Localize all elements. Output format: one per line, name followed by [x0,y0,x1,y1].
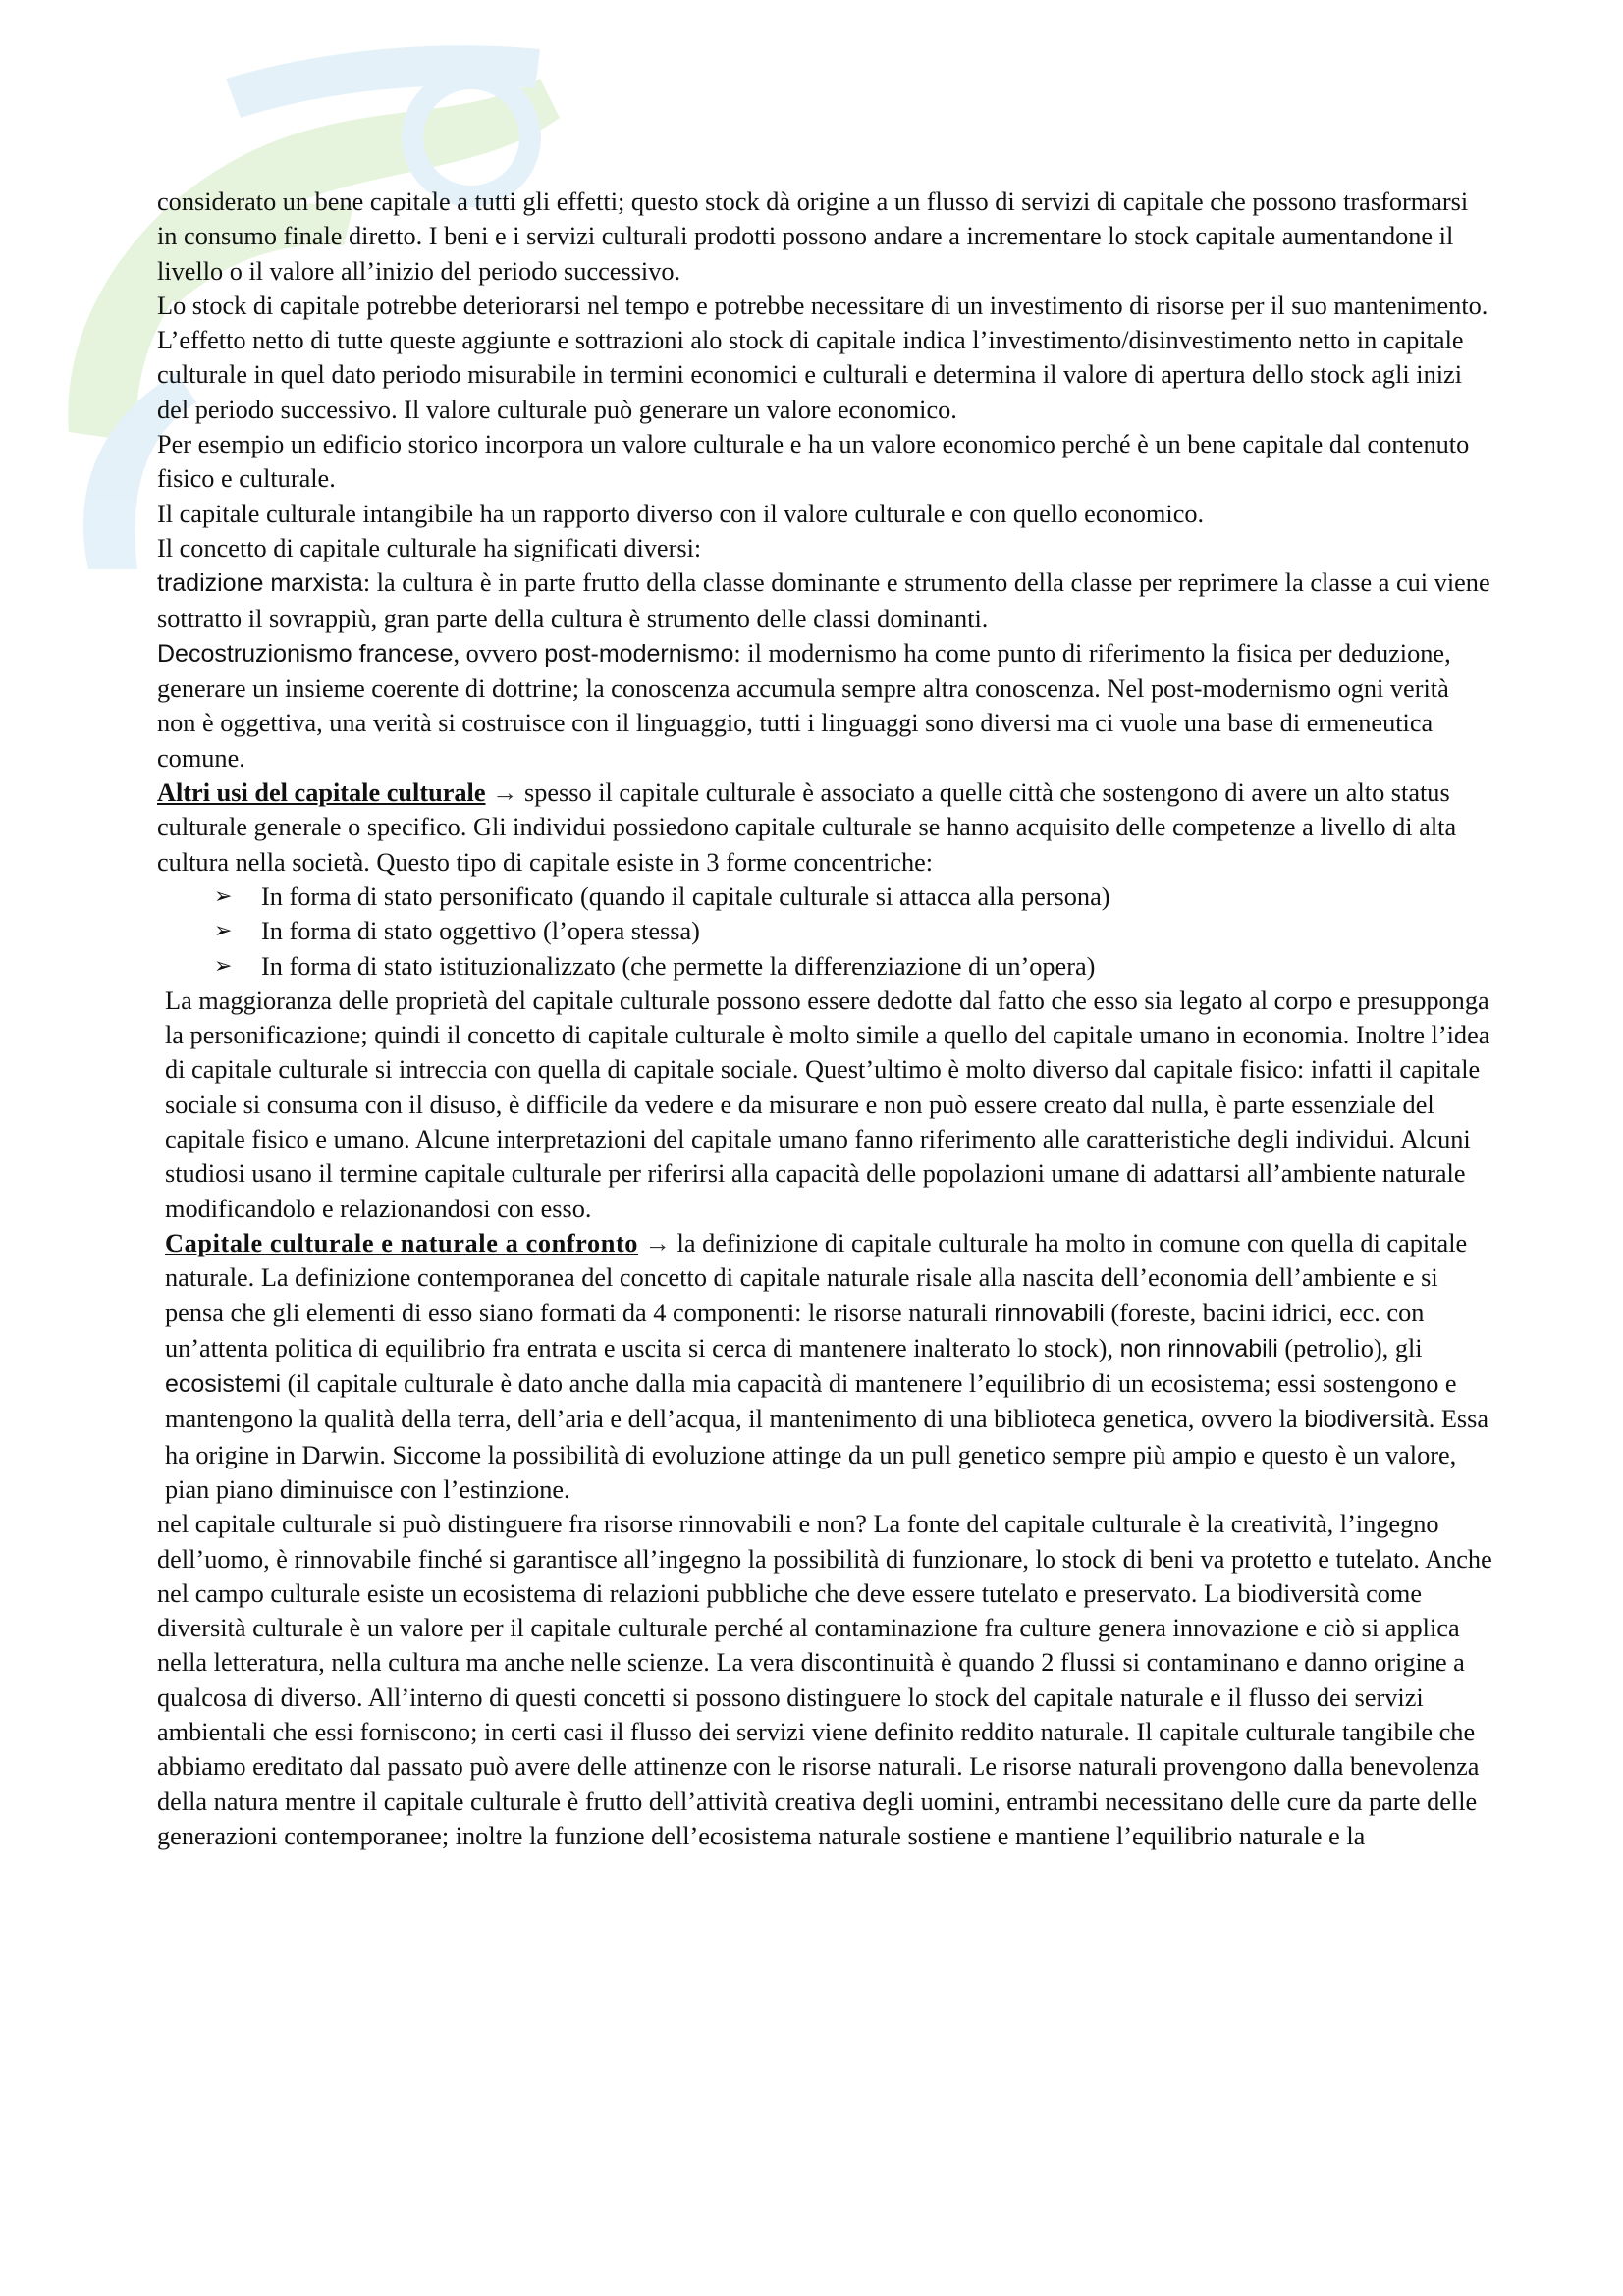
term: biodiversità [1304,1406,1429,1434]
list-item: ➢ In forma di stato oggettivo (l’opera stessa) [214,914,1492,948]
paragraph: Capitale culturale e naturale a confronto → la definizione di capitale culturale ha molto in comune con quella di capitale naturale. La definizione contemporanea del concetto di capitale naturale risale alla nascita dell’economia dell’ambiente e si pensa che gli elementi di esso siano formati da 4 componenti: le risorse naturali rinnovabili (foreste, bacini idrici, ecc. con un’attenta politica di equilibrio fra entrata e uscita si cerca di mantenere inalterato lo stock), non rinnovabili (petrolio), gli ecosistemi (il capitale culturale è dato anche dalla mia capacità di mantenere l’equilibrio di un ecosistema; essi sostengono e mantengono la qualità della terra, dell’aria e dell’acqua, il mantenimento di una biblioteca genetica, ovvero la biodiversità. Essa ha origine in Darwin. Siccome la possibilità di evoluzione attinge da un pull genetico sempre più ampio e questo è un valore, pian piano diminuisce con l’estinzione. [165,1228,1489,1504]
paragraph: La maggioranza delle proprietà del capitale culturale possono essere dedotte dal fatto che esso sia legato al corpo e presupponga la personificazione; quindi il concetto di capitale culturale è molto simile a quello del capitale umano in economia. Inoltre l’idea di capitale culturale si intreccia con quella di capitale sociale. Quest’ultimo è molto diverso dal capitale fisico: infatti il capitale sociale si consuma con il disuso, è difficile da vedere e da misurare e non può essere creato dal nulla, è parte essenziale del capitale fisico e umano. Alcune interpretazioni del capitale umano fanno riferimento alle caratteristiche degli individui. Alcuni studiosi usano il termine capitale culturale per riferirsi alla capacità delle popolazioni umane di adattarsi all’ambiente naturale modificandolo e relazionandosi con esso. [165,986,1490,1223]
indented-block [157,984,1492,1507]
term: post-modernismo [544,639,734,667]
term: rinnovabili [994,1299,1105,1327]
paragraph: Altri usi del capitale culturale → spesso il capitale culturale è associato a quelle città che sostengono di avere un alto status culturale generale o specifico. Gli individui possiedono capitale culturale se hanno acquisito delle competenze a livello di alta cultura nella società. Questo tipo di capitale esiste in 3 forme concentriche: [157,778,1457,877]
paragraph: Lo stock di capitale potrebbe deteriorarsi nel tempo e potrebbe necessitare di un investimento di risorse per il suo mantenimento. L’effetto netto di tutte queste aggiunte e sottrazioni alo stock di capitale indica l’investimento/disinvestimento netto in capitale culturale in quel dato periodo misurabile in termini economici e culturali e determina il valore di apertura dello stock agli inizi del periodo successivo. Il valore culturale può generare un valore economico. [157,291,1488,424]
term: non rinnovabili [1119,1334,1278,1362]
paragraph: Il capitale culturale intangibile ha un rapporto diverso con il valore culturale e con quello economico. [157,499,1205,528]
document-body [157,185,1492,1853]
paragraph: tradizione marxista: la cultura è in parte frutto della classe dominante e strumento della classe per reprimere la classe a cui viene sottratto il sovrappiù, gran parte della cultura è strumento delle classi dominanti. [157,568,1490,633]
section-heading: Capitale culturale e naturale a confronto [165,1228,639,1257]
arrow-icon: → [492,778,518,808]
term: Decostruzionismo francese [157,639,454,667]
paragraph: nel capitale culturale si può distinguere fra risorse rinnovabili e non? La fonte del capitale culturale è la creatività, l’ingegno dell’uomo, è rinnovabile finché si garantisce all’ingegno la possibilità di funzionare, lo stock di beni va protetto e tutelato. Anche nel campo culturale esiste un ecosistema di relazioni pubbliche che deve essere tutelato e preservato. La biodiversità come diversità culturale è un valore per il capitale culturale perché al contaminazione fra culture genera innovazione e ciò si applica nella letteratura, nella cultura ma anche nelle scienze. La vera discontinuità è quando 2 flussi si contaminano e danno origine a qualcosa di diverso. All’interno di questi concetti si possono distinguere lo stock del capitale naturale e il flusso dei servizi ambientali che essi forniscono; in certi casi il flusso dei servizi viene definito reddito naturale. Il capitale culturale tangibile che abbiamo ereditato dal passato può avere delle attinenze con le risorse naturali. Le risorse naturali provengono dalla benevolenza della natura mentre il capitale culturale è frutto dell’attività creativa degli uomini, entrambi necessitano delle cure da parte delle generazioni contemporanee; inoltre la funzione dell’ecosistema naturale sostiene e mantiene l’equilibrio naturale e la [157,1510,1492,1850]
paragraph: Decostruzionismo francese, ovvero post-modernismo: il modernismo ha come punto di riferimento la fisica per deduzione, generare un insieme coerente di dottrine; la conoscenza accumula sempre altra conoscenza. Nel post-modernismo ogni verità non è oggettiva, una verità si costruisce con il linguaggio, tutti i linguaggi sono diversi ma ci vuole una base di ermeneutica comune. [157,638,1451,773]
arrowhead-bullet-icon: ➢ [214,953,233,979]
arrow-icon: → [644,1228,671,1257]
paragraph: Il concetto di capitale culturale ha significati diversi: [157,533,702,562]
arrowhead-bullet-icon: ➢ [214,883,233,909]
term: ecosistemi [165,1370,282,1399]
paragraph: Per esempio un edificio storico incorpora un valore culturale e ha un valore economico perché è un bene capitale dal contenuto fisico e culturale. [157,430,1470,494]
section-heading: Altri usi del capitale culturale [157,778,486,808]
list-item: ➢ In forma di stato personificato (quando il capitale culturale si attacca alla persona) [214,880,1492,914]
paragraph: considerato un bene capitale a tutti gli effetti; questo stock dà origine a un flusso di servizi di capitale che possono trasformarsi in consumo finale diretto. I beni e i servizi culturali prodotti possono andare a incrementare lo stock capitale aumentandone il livello o il valore all’inizio del periodo successivo. [157,187,1469,286]
list-item: ➢ In forma di stato istituzionalizzato (che permette la differenziazione di un’opera) [214,949,1492,984]
bullet-list [157,880,1492,984]
term: tradizione marxista [157,569,363,598]
arrowhead-bullet-icon: ➢ [214,919,233,944]
